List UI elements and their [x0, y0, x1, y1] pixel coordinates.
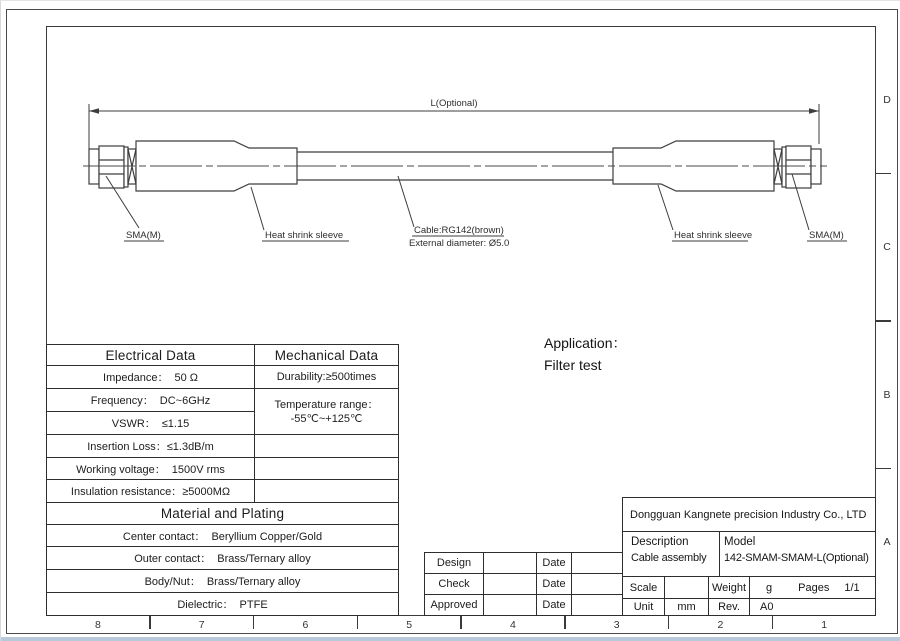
mechanical-empty-cell: [255, 434, 399, 457]
dimension-arrow-right: [809, 108, 819, 114]
dimension-arrow-left: [89, 108, 99, 114]
application-note: [544, 332, 627, 376]
center-contact-cell: Center contact： Beryllium Copper/Gold: [47, 524, 399, 547]
durability-cell: Durability:≥500times: [255, 366, 399, 389]
left-hex-nut: [99, 146, 124, 188]
electrical-data-header: Electrical Data: [47, 345, 255, 366]
application-value: Filter test: [544, 357, 602, 373]
zone-tick: [876, 320, 891, 322]
impedance-cell: Impedance： 50 Ω: [47, 366, 255, 389]
weight-label: Weight: [709, 577, 750, 598]
description-cell: [623, 532, 720, 576]
model-label: Model: [724, 536, 756, 548]
zone-letter: B: [883, 388, 891, 401]
approved-date-label: Date: [537, 595, 572, 616]
design-label: Design: [425, 553, 484, 574]
zone-tick: [772, 616, 774, 629]
check-name-cell: [484, 574, 537, 595]
model-value: 142-SMAM-SMAM-L(Optional): [724, 552, 869, 564]
approved-date-cell: [572, 595, 623, 616]
rev-label: Rev.: [709, 599, 750, 615]
zone-tick: [149, 616, 151, 629]
description-value: Cable assembly: [631, 552, 707, 564]
application-label: Application：: [544, 335, 627, 351]
check-label: Check: [425, 574, 484, 595]
design-date-label: Date: [537, 553, 572, 574]
zone-number: 4: [509, 619, 516, 631]
window-bottom-edge: [1, 637, 900, 641]
rev-value: A0: [760, 601, 774, 613]
zone-letter: C: [883, 241, 891, 254]
cable-assembly-drawing: [41, 86, 861, 261]
temperature-range-cell: Temperature range： -55℃~+125℃: [255, 389, 399, 435]
cable-label: Cable:RG142(brown): [414, 225, 504, 236]
weight-pages-cell: [750, 577, 875, 598]
body-nut-cell: Body/Nut： Brass/Ternary alloy: [47, 570, 399, 593]
heat-shrink-left-label: Heat shrink sleeve: [265, 230, 344, 241]
mechanical-data-header: Mechanical Data: [255, 345, 399, 366]
pages-label: Pages: [798, 581, 830, 594]
heat-shrink-right-label: Heat shrink sleeve: [674, 230, 753, 241]
description-label: Description: [631, 536, 689, 548]
right-hex-nut: [786, 146, 811, 188]
zone-number: 2: [717, 619, 724, 631]
dimension-label: L(Optional): [430, 98, 478, 109]
design-date-cell: [572, 553, 623, 574]
zone-number: 3: [613, 619, 620, 631]
check-date-cell: [572, 574, 623, 595]
title-block: [622, 497, 876, 616]
frequency-cell: Frequency： DC~6GHz: [47, 389, 255, 412]
zone-number: 7: [198, 619, 205, 631]
approved-name-cell: [484, 595, 537, 616]
zone-tick: [564, 616, 566, 629]
zone-number: 5: [406, 619, 413, 631]
zone-tick: [357, 616, 359, 629]
check-date-label: Date: [537, 574, 572, 595]
approved-label: Approved: [425, 595, 484, 616]
approval-table: [424, 552, 623, 616]
rev-value-cell: [750, 599, 875, 615]
pages-value: 1/1: [844, 581, 860, 594]
cable-diameter-label: External diameter: Ø5.0: [409, 238, 510, 249]
mechanical-empty-cell: [255, 457, 399, 480]
material-plating-header: Material and Plating: [47, 503, 399, 524]
zone-tick: [460, 616, 462, 629]
sma-right-label: SMA(M): [809, 230, 844, 241]
insulation-resistance-cell: Insulation resistance：≥5000MΩ: [47, 480, 255, 503]
spec-table: [46, 344, 399, 616]
scale-label: Scale: [623, 577, 665, 598]
insertion-loss-cell: Insertion Loss：≤1.3dB/m: [47, 434, 255, 457]
zone-tick: [876, 173, 891, 175]
company-name: Dongguan Kangnete precision Industry Co., LTD: [623, 498, 875, 532]
scale-value: [665, 577, 709, 598]
zone-number: 1: [821, 619, 828, 631]
unit-label: Unit: [623, 599, 665, 615]
outer-contact-cell: Outer contact： Brass/Ternary alloy: [47, 547, 399, 570]
design-name-cell: [484, 553, 537, 574]
weight-value: g: [766, 581, 773, 594]
zone-tick: [253, 616, 255, 629]
zone-tick: [876, 468, 891, 470]
unit-value: mm: [665, 599, 709, 615]
mechanical-empty-cell: [255, 480, 399, 503]
dielectric-cell: Dielectric： PTFE: [47, 593, 399, 616]
zone-letter: A: [883, 536, 891, 549]
zone-number: 8: [94, 619, 101, 631]
sma-left-label: SMA(M): [126, 230, 161, 241]
model-cell: [720, 532, 875, 576]
zone-tick: [668, 616, 670, 629]
zone-number: 6: [302, 619, 309, 631]
vswr-cell: VSWR： ≤1.15: [47, 412, 255, 435]
zone-letter: D: [883, 93, 891, 106]
working-voltage-cell: Working voltage： 1500V rms: [47, 457, 255, 480]
